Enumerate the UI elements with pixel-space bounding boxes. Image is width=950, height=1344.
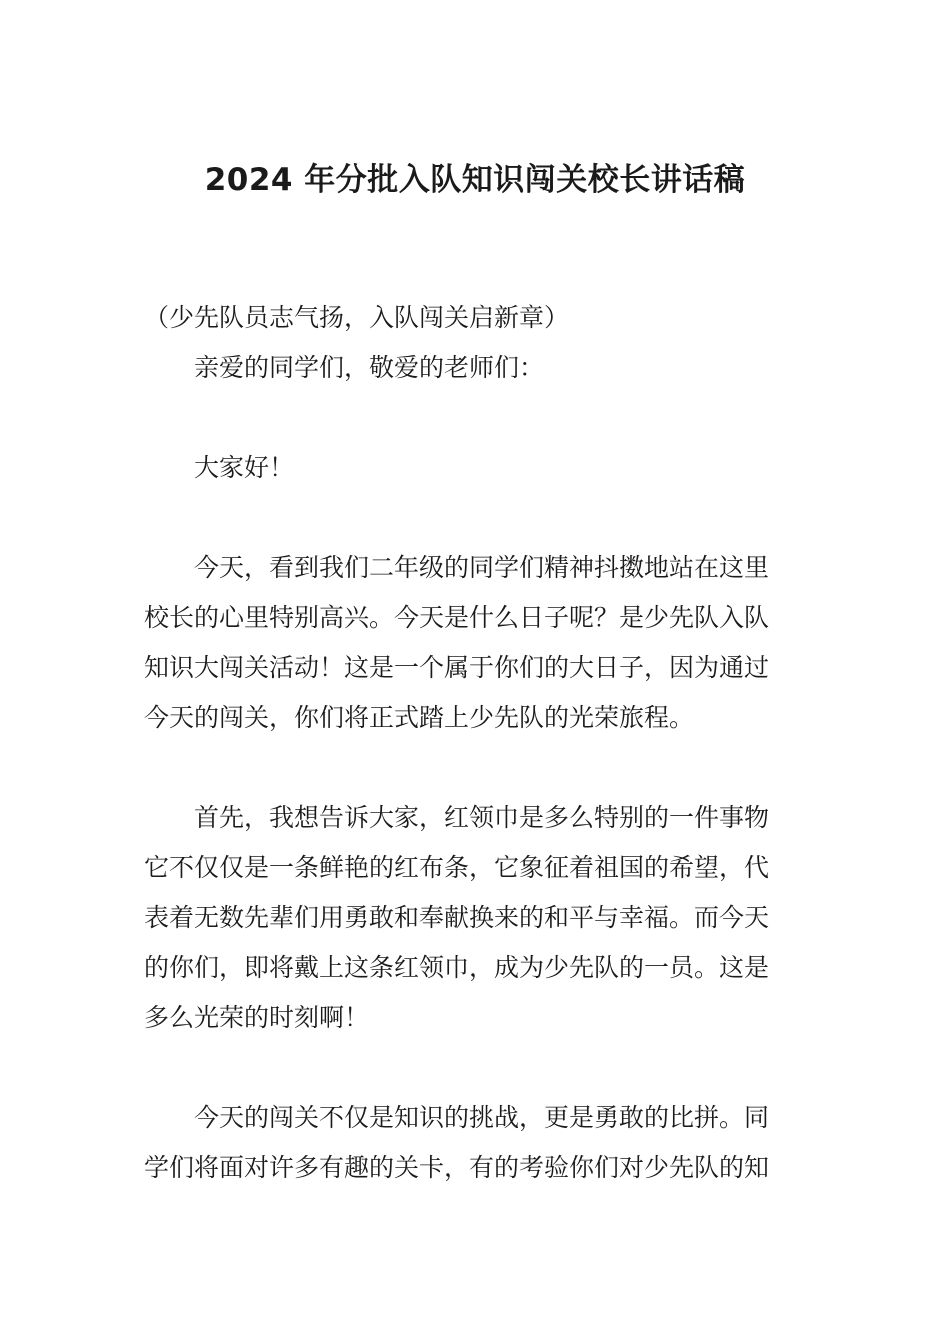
document-subtitle: （少先队员志气扬，入队闯关启新章） xyxy=(144,303,570,332)
paragraph-2-line-1: 首先，我想告诉大家，红领巾是多么特别的一件事物 xyxy=(194,803,770,832)
paragraph-1-line-2: 校长的心里特别高兴。今天是什么日子呢？是少先队入队 xyxy=(144,603,770,632)
document-title: 2024 年分批入队知识闯关校长讲话稿 xyxy=(204,162,746,198)
paragraph-2-line-5: 多么光荣的时刻啊！ xyxy=(144,1003,370,1032)
salutation: 亲爱的同学们，敬爱的老师们： xyxy=(194,353,545,382)
paragraph-1-line-3: 知识大闯关活动！这是一个属于你们的大日子，因为通过 xyxy=(144,653,770,682)
paragraph-3-line-2: 学们将面对许多有趣的关卡，有的考验你们对少先队的知 xyxy=(144,1153,770,1182)
paragraph-2-line-3: 表着无数先辈们用勇敢和奉献换来的和平与幸福。而今天 xyxy=(144,903,770,932)
paragraph-1-line-1: 今天，看到我们二年级的同学们精神抖擞地站在这里 xyxy=(194,553,770,582)
paragraph-3-line-1: 今天的闯关不仅是知识的挑战，更是勇敢的比拼。同 xyxy=(194,1103,770,1132)
paragraph-1-line-4: 今天的闯关，你们将正式踏上少先队的光荣旅程。 xyxy=(144,703,695,732)
paragraph-2-line-4: 的你们，即将戴上这条红领巾，成为少先队的一员。这是 xyxy=(144,953,770,982)
greeting: 大家好！ xyxy=(194,453,295,482)
paragraph-2-line-2: 它不仅仅是一条鲜艳的红布条，它象征着祖国的希望，代 xyxy=(144,853,770,882)
